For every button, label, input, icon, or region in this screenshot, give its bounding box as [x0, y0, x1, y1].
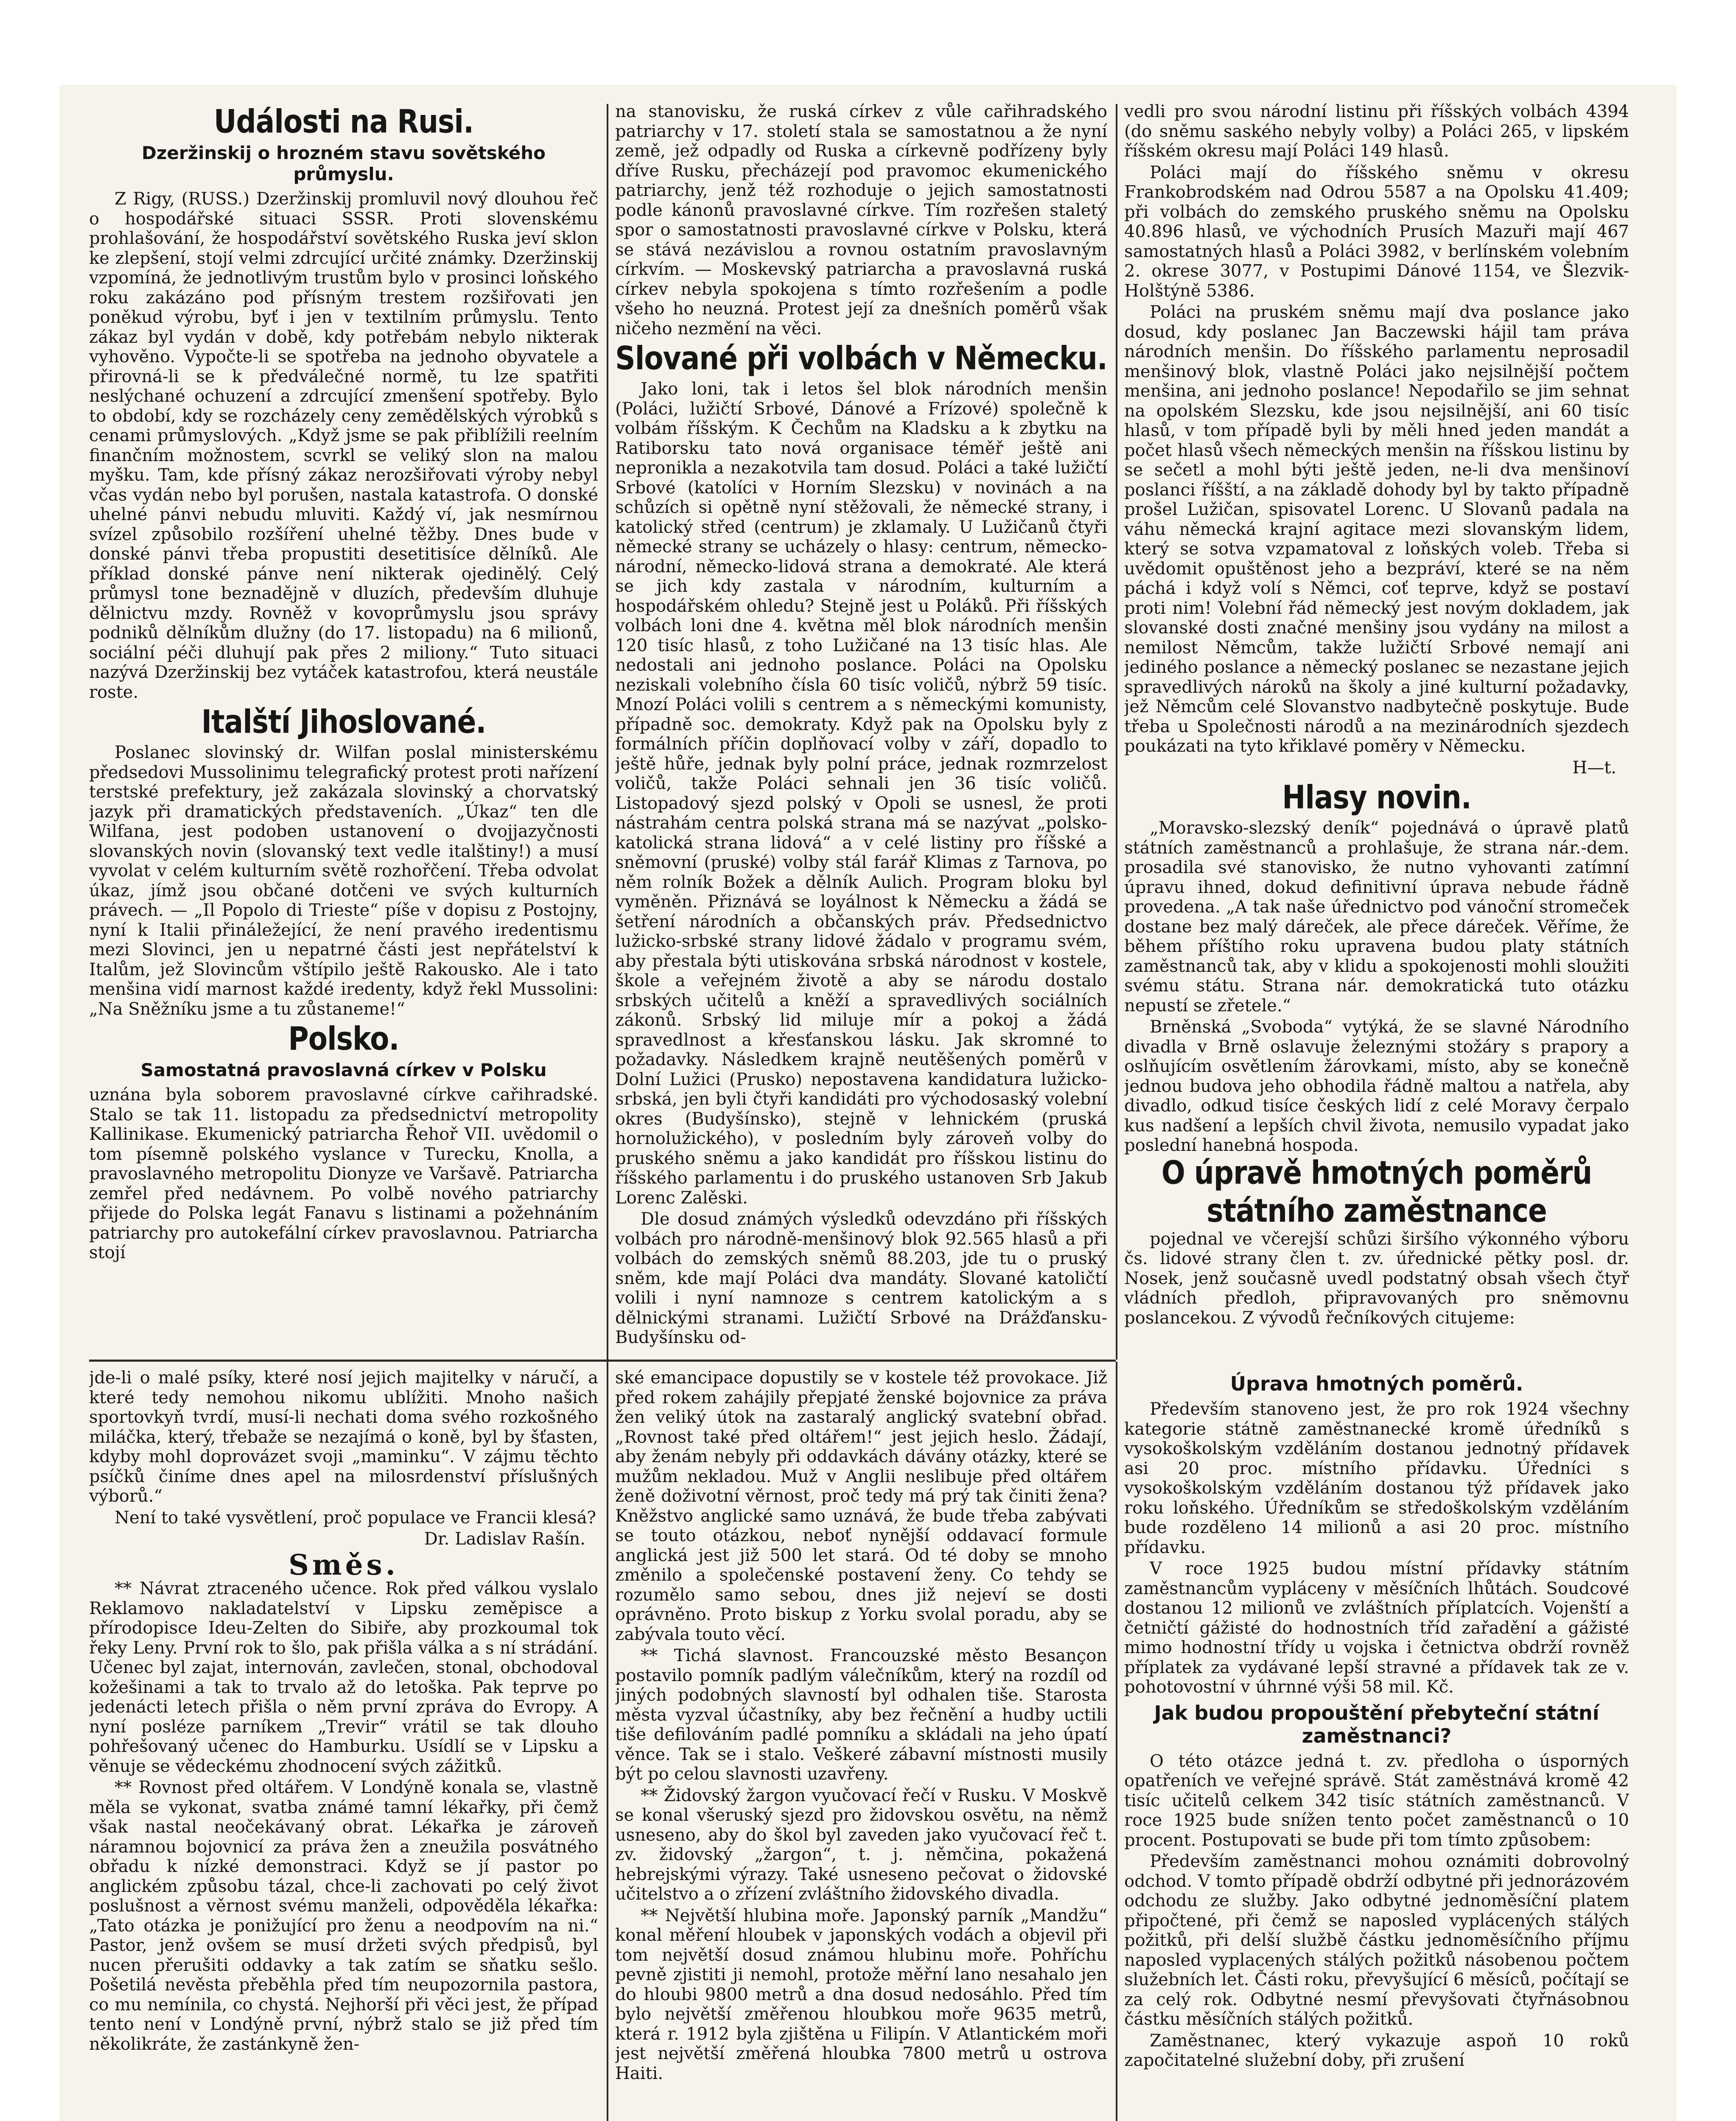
scan-margin-top — [0, 0, 1736, 85]
headline-italsti-jihoslovane: Italští Jihoslované. — [201, 703, 486, 741]
article-slovane-poles-votes: Poláci mají do říšského sněmu v okresu Frankobrodském nad Odrou 5587 a na Opolsku 41.409; při volbách do zemského pruského sněmu na Opolsku 40.896 hlasů, ve východních Prusích Mazuři mají 467 samostatných hlasů a Poláci 3982, v berlínském volebním 2. okrese 3077, v Postupimi Dánové 1154, ve Šlezvik-Holštýně 5386. — [1124, 162, 1629, 301]
headline-smes: Směs. — [288, 1548, 399, 1581]
headline-slovane-pri-volbach: Slované při volbách v Německu. — [615, 339, 1107, 377]
article-uprave-intro: pojednal ve včerejší schůzi širšího výkonného výboru čs. lidové strany člen t. zv. úřednické pětky posl. dr. Nosek, jenž současně uvedl podstatný obsah všech čtyř vládních předloh, připravovaných pro sněmovnu poslancekou. Z vývodů řečníkových citujeme: — [1124, 1229, 1629, 1328]
headline-polsko: Polsko. — [288, 1020, 399, 1058]
news-zidovsky-zargon: ** Židovský žargon vyučovací řečí v Rusku. V Moskvě se konal všeruský sjezd pro židovskou osvětu, na němž usneseno, aby do škol byl zaveden jako vyučovací řeč t. zv. židovský „žargon“, t. j. němčina, pokažená hebrejskými výrazy. Také usneseno pečovat o židovské učitelstvo a o zřízení zvláštního židovského divadla. — [615, 1785, 1107, 1904]
news-ticha-slavnost: ** Tichá slavnost. Francouzské město Besançon postavilo pomník padlým válečníkům, který na rozdíl od jiných podobných slavností byl odhalen tiše. Starosta města vyzval účastníky, aby bez řečnění a hudby uctili tiše defilováním padlé pomníku a skládali na jeho úpatí věnce. Tak se i stalo. Veškeré zábavní místnosti musily být po celou slavnosti uzavřeny. — [615, 1646, 1107, 1784]
subheadline-dzerzinskij: Dzeržinskij o hrozném stavu sovětského průmyslu. — [142, 143, 546, 185]
article-propousteni-odchod: Především zaměstnanci mohou oznámiti dobrovolný odchod. V tomto případě obdrží odbytné při jednorázovém odchodu ze služby. Jako odbytné jednoměsíční platem připočtené, při čemž se naposled vyplácených stálých požitků, při delší službě částku jednoměsíčního příjmu naposled vyplacených stálých požitků násobenou počtem služebních let. Části roku, převyšující 6 měsíců, počítají se za celý rok. Odbytné nesmí převyšovati čtyřnásobnou částku měsíčních stálých požitků. — [1124, 1852, 1629, 2029]
subheadline-propousteni: Jak budou propouštění přebyteční státní zaměstnanci? — [1154, 1701, 1599, 1747]
subheadline-uprava-pomeru: Úprava hmotných poměrů. — [1230, 1372, 1523, 1395]
article-slovane-prussian-diet: Poláci na pruském sněmu mají dva poslance jako dosud, kdy poslanec Jan Baczewski hájil tam práva národních menšin. Do říšského parlamentu neprosadil menšinový blok, vlastně Poláci jako nejsilnější počtem menšina, ani jednoho poslance! Nepodařilo se jim sehnat na opolském Slezsku, kde jsou nejsilnější, ani 60 tisíc hlasů, v tom případě byli by měli hned jeden mandát a počet hlasů všech německých menšin na říšskou listinu by se sečetl a mohl býti ještě jeden, ne-li dva menšinoví poslanci říšští, a na základě dohody byl by takto případně prošel Lužičan, spisovatel Lorenc. U Slovanů padala na váhu německá krajní agitace mezi slovanským lidem, který se sotva vzpamatoval z loňských voleb. Třeba si uvědomit opuštěnost jeho a bezpráví, které se na něm páchá i když volí s Němci, coť teprve, když se postaví proti nim! Volební řád německý jest novým dokladem, jak slovanské dosti značné menšiny jsou vydány na milost a nemilost Němcům, takže lužičtí Srbové nemají ani jediného poslance a německý poslanec se nezastane jejich spravedlivých nároků na školy a jiné kulturní požadavky, jež Němcům celé Slovanstvo nadbytečně poskytuje. Bude třeba u Společnosti národů a na mezinárodních sjezdech poukázati na tyto křiklavé poměry v Německu. — [1124, 302, 1629, 756]
headline-udalosti-na-rusi: Události na Rusi. — [213, 103, 474, 140]
column-3-top — [1124, 102, 1629, 1357]
article-rusi-text: Z Rigy, (RUSS.) Dzeržinskij promluvil nový dlouhou řeč o hospodářské situaci SSSR. Proti slovenskému prohlašování, že hospodářství sovětského Ruska jeví sklon ke zlepšení, stojí velmi zdrcující určité známky. Dzeržinskij vzpomíná, že jednotlivým trustům bylo v prosinci loňského roku zakázáno pod přísným trestem rozšiřovati jen poněkud výrobu, byť i jen v textilním průmyslu. Tento zákaz byl vydán v době, kdy potřebám nebylo nikterak vyhověno. Vypočte-li se spotřeba na jednoho obyvatele a přirovná-li se k předválečné normě, tu lze spatřiti neslýchané ochuzení a zdrcující zmenšení spotřeby. Bylo to období, kdy se rozcházely ceny zemědělských výrobků s cenami průmyslových. „Když jsme se pak přiblížili reelním finančním možnostem, scvrkl se veliký slon na malou myšku. Tam, kde přísný zákaz nerozšiřovati výroby nebyl včas vydán nebo byl porušen, nastala katastrofa. O donské uhelné pánvi nebudu mluviti. Každý ví, jak nesmírnou svízel způsobilo rozšíření uhelné těžby. Dnes bude v donské pánvi třeba propustiti desetitisíce dělníků. Ale příklad donské pánve není nikterak ojedinělý. Celý průmysl tone beznadějně v dluzích, především dluhuje dělnictvu mzdy. Rovněž v kovoprůmyslu jsou správy podniků dělníkům dlužny (do 17. listopadu) na 6 milionů, sociální péči dluhují pak přes 2 miliony.“ Tuto situaci nazývá Dzeržinskij bez vytáček katastrofou, která neustále roste. — [89, 189, 598, 702]
article-psici-signature: Dr. Ladislav Rašín. — [424, 1529, 585, 1549]
section-divider — [89, 1360, 1116, 1362]
column-2-top — [615, 102, 1107, 1357]
article-polsko-continued: na stanovisku, že ruská církev z vůle cařihradského patriarchy v 17. století stala se samostatnou a že nyní země, jež odpadly od Ruska a církevně podřízeny byly dříve Rusku, přecházejí pod pravomoc ekumenického patriarchy, jenž též rozhoduje o jejich samostatnosti podle kánonů pravoslavné církve. Tím rozřešen staletý spor o samostatnosti pravoslavné církve v Polsku, která se stává nezávislou a rovnou ostatním pravoslavným církvím. — Moskevský patriarcha a pravoslavná ruská církev nebyla spokojena s tímto rozřešením a podle všeho ho neuzná. Protest její za dnešních poměrů však ničeho nezmění na věci. — [615, 102, 1107, 339]
column-rule-1-bottom — [607, 1362, 608, 2121]
article-slovane-text-2: Dle dosud známých výsledků odevzdáno při říšských volbách pro národně-menšinový blok 92.565 hlasů a při volbách do zemských sněmů 88.203, jde tu o pruský sněm, kde mají Poláci dva mandáty. Slované katoličtí volili i nyní namnoze s centrem katolickým a s dělnickými stranami. Lužičtí Srbové na Drážďansku-Budyšínsku od- — [615, 1209, 1107, 1347]
article-slovane-text-1: Jako loni, tak i letos šel blok národních menšin (Poláci, lužičtí Srbové, Dánové a Frízové) společně k volbám říšským. K Čechům na Kladsku a k zbytku na Ratiborsku tato nová organisace téměř ještě ani nepronikla a nezakotvila tam dosud. Poláci a také lužičtí Srbové (katolíci v Horním Slezsku) v novinách a na schůzích si opětně nyní stěžovali, že německé strany, i katolický střed (centrum) je zklamaly. U Lužičanů čtyři německé strany se ucházely o hlasy: centrum, německo-národní, německo-lidová strana a demokraté. Ale která se jich kdy zastala v národním, kulturním a hospodářském ohledu? Stejně jest u Poláků. Při říšských volbách loni dne 4. května měl blok národních menšin 120 tisíc hlasů, z toho Lužičané na 13 tisíc hlas. Ale nedostali ani jednoho poslance. Poláci na Opolsku neziskali volebního čísla 60 tisíc voličů, nýbrž 59 tisíc. Mnozí Poláci volili s centrem a s německými komunisty, případně soc. demokraty. Když pak na Opolsku byly z formálních příčin doplňovací volby v září, dopadlo to ještě hůře, jednak byly polní práce, jednak rozmrzelost voličů, takže Poláci sehnali jen 36 tisíc voličů. Listopadový sjezd polský v Opoli se usnesl, že proti nástrahám centra polská strana má se nazývat „polsko-katolická strana lidová“ a v celé listiny pro říšské a sněmovní (pruské) volby stál farář Klimas z Tarnova, po něm rolník Božek a dělník Aulich. Program bloku byl vyměněn. Přiznává se loyálnost k Německu a žádá se šetření národních a občanských práv. Předsednictvo lužicko-srbské strany lidové žádalo v programu svém, aby přestala býti utiskována srbská národnost v kostele, škole a veřejném životě a aby se národu dostalo srbských učitelů a kněží a spravedlivých sociálních zákonů. Srbský lid miluje mír a pokoj a žádá spravedlnost a křesťanskou lásku. Jak skromné to požadavky. Následkem krajně neutěšených poměrů v Dolní Lužici (Prusko) nepostavena kandidatura lužicko-srbská, jen byli čtyři kandidáti pro východosaský volební okres (Budyšínsko), stejně v lehnickém (pruská hornolužického), v posledním byly zároveň volby do pruského sněmu a jako kandidát pro říšskou listinu do říšského parlamentu i do pruského ustanoven Srb Jakub Lorenc Zalěski. — [615, 379, 1107, 1208]
article-psici-question: Není to také vysvětlení, proč populace ve Francii klesá? — [115, 1508, 596, 1528]
news-nejvetsi-hlubina: ** Největší hlubina moře. Japonský parník „Mandžu“ konal měření hloubek v japonských vodách a objevil při tom největší dosud známou hlubinu moře. Pohříchu pevně zjistiti ji nemohl, protože měřní lano nesahalo jen do hloubi 9800 metrů a dna dosud nedosáhlo. Před tím bylo největší změřenou hloubkou moře 9635 metrů, která r. 1912 byla zjištěna u Filipín. V Atlantickém moři jest největší změřená hloubka 7800 metrů u ostrova Haiti. — [615, 1906, 1107, 2083]
news-navrat-ucence: ** Návrat ztraceného učence. Rok před válkou vyslalo Reklamovo nakladatelství v Lipsku zeměpisce a přírodopisce Ideu-Zelten do Sibiře, aby prozkoumal tok řeky Leny. První rok to šlo, pak přišla válka a s ní strádání. Učenec byl zajat, internován, zavlečen, stonal, obchodoval kožešinami a tak to trvalo až do letoška. Pak teprve po jedenácti letech přišla o něm první zpráva do Evropy. A nyní posléze parníkem „Trevir“ vrátil se tak dlouho pohřešovaný učenec do Hamburku. Usídlí se v Lipsku a věnuje se vědeckému zhodnocení svých zážitků. — [89, 1579, 598, 1776]
article-propousteni-intro: O této otázce jedná t. zv. předloha o úsporných opatřeních ve veřejné správě. Stát zaměstnává kromě 42 tisíc učitelů celkem 342 tisíc státních zaměstnanců. V roce 1925 bude snížen tento počet zaměstnanců o 10 procent. Postupovati se bude při tom tímto způsobem: — [1124, 1751, 1629, 1850]
article-signature: H—t. — [1572, 758, 1616, 778]
news-rovnost-pred-oltarem: ** Rovnost před oltářem. V Londýně konala se, vlastně měla se vykonat, svatba známé tamní lékařky, při čemž však nastal neočekávaný obrat. Lékařka je zároveň náramnou bojovnicí za práva žen a zneužila posvátného obřadu k nízké demonstraci. Když se jí pastor po anglickém způsobu tázal, chce-li zachovati po celý život poslušnost a věrnost svému manželi, odpověděla lékařka: „Tato otázka je ponižující pro ženu a neodpovím na ni.“ Pastor, jenž ovšem se musí držeti svých předpisů, byl nucen přerušiti oddavky a tak zatím se sňatku sešlo. Pošetilá nevěsta přeběhla před tím neupozornila pastora, co mu nemínila, co chystá. Nejhorší při věci jest, že případ tento není v Londýně první, nýbrž stalo se již před tím několikráte, že zastánkyně žen- — [89, 1778, 598, 2054]
headline-o-uprave-pomeru: O úpravě hmotných poměrů státního zaměstnance — [1161, 1153, 1592, 1230]
article-hlasy-text-1: „Moravsko-slezský deník“ pojednává o úpravě platů státních zaměstnanců a prohlašuje, že strana nár.-dem. prosadila své stanovisko, že nutno vyhovanti zatímní úpravu ihned, dokud definitivní úprava nebude řádně provedena. „A tak naše úřednictvo pod vánoční stromeček dostane bez malý dáreček, ale přece dáreček. Věříme, že během příštího roku upravena budou platy státních zaměstnanců tak, aby v klidu a spokojenosti mohli sloužiti svému státu. Strana nár. demokratická tuto otázku nepustí se zřetele.“ — [1124, 818, 1629, 1016]
article-uprava-1925: V roce 1925 budou místní přídavky státním zaměstnancům vypláceny v měsíčních lhůtách. Soudcové dostanou 12 milionů ve zvláštních příplatcích. Vojenští a četničtí gážisté do hodnostních tříd zařadění a gážisté mimo hodnostní třídy u vojska i četnictva obdrží rovněž příplatek za vydávané lepší stravné a přídavek tak ze v. pohotovostní v úhrnné výši 58 mil. Kč. — [1124, 1559, 1629, 1697]
headline-hlasy-novin: Hlasy novin. — [1282, 778, 1471, 816]
article-hlasy-text-2: Brněnská „Svoboda“ vytýká, že se slavné Národního divadla v Brně oslavuje železnými stožáry s prapory a oslňujícím osvětlením žárovkami, místo, aby se konečně jednou budova jeho obhodila řádně maltou a natřela, aby divadlo, odkud tisíce českých lidí z celé Moravy čerpalo kus nadšení a lepších chvil života, nemusilo vypadat jako poslední hanebná hospoda. — [1124, 1017, 1629, 1155]
article-propousteni-zamestnanec: Zaměstnanec, který vykazuje aspoň 10 roků započitatelné služební doby, při zrušení — [1124, 2031, 1629, 2070]
column-1-top — [89, 102, 598, 1357]
news-rovnost-continued: ské emancipace dopustily se v kostele též provokace. Již před rokem zahájily přepjaté ženské bojovnice za práva žen veliký útok na zastaralý anglický svatební obřad. „Rovnost také před oltářem!“ jest jejich heslo. Žádají, aby ženám nebyly při oddavkách dávány otázky, které se mužům nekladou. Muž v Anglii neslibuje před oltářem ženě doživotní věrnost, proč tedy má prý tak činiti žena? Kněžstvo anglické samo uznává, že bude třeba zabývati se touto otázkou, neboť nynější oddavací formule anglická jest již 500 let stará. Od té doby se mnoho změnilo a společenské postavení ženy. Co tehdy se rozumělo samo sebou, dnes již nejeví se dosti oprávněno. Proto biskup z Yorku svolal poradu, aby se zabývala touto věcí. — [615, 1368, 1107, 1644]
column-1-bottom — [89, 1368, 598, 2121]
column-rule-2-bottom — [1116, 1362, 1117, 2121]
article-polsko-text: uznána byla soborem pravoslavné církve cařihradské. Stalo se tak 11. listopadu za předsednictví metropolity Kallinikase. Ekumenický patriarcha Řehoř VII. uvědomil o tom písemně polského vyslance v Turecku, Knolla, a pravoslavného metropolitu Dionyze ve Varšavě. Patriarcha zemřel před nedávnem. Po volbě nového patriarchy přijede do Polska legát Fanavu s listinami a požehnáním patriarchy pro autokefální církev pravoslavnou. Patriarcha stojí — [89, 1085, 598, 1262]
scan-margin-right — [1677, 0, 1736, 2121]
article-uprava-1924: Především stanoveno jest, že pro rok 1924 všechny kategorie státně zaměstnanecké kromě úředníků s vysokoškolským vzděláním dostanou jednotný přídavek asi 20 proc. místního přídavku. Úředníci s vysokoškolským vzděláním dostanou týž přídavek jako roku loňského. Úředníkům se středoškolským vzděláním bude rozděleno 14 milionů a asi 20 proc. místního přídavku. — [1124, 1399, 1629, 1557]
article-psici-text: jde-li o malé psíky, které nosí jejich majitelky v náručí, a které tedy nemohou nikomu ublížiti. Mnoho našich sportovkyň tvrdí, musí-li nechati doma svého rozkošného miláčka, který, třebaže se nezajímá o koně, byl by šťasten, kdyby mohl doprovázet svoji „maminku“. V zájmu těchto psíčků činíme dnes apel na milosrdenství příslušných výborů.“ — [89, 1368, 598, 1506]
article-italsti-text: Poslanec slovinský dr. Wilfan poslal ministerskému předsedovi Mussolinimu telegrafický protest proti nařízení terstské prefektury, jež zakázala slovinský a chorvatský jazyk při dramatických představeních. „Úkaz“ ten dle Wilfana, jest podoben ustanovení o dvojjazyčnosti slovanských novin (slovanský text vedle italštiny!) a musí vyvolat v celém kulturním světě rozhořčení. Třeba odvolat úkaz, jímž jsou občané dotčeni ve svých kulturních právech. — „Il Popolo di Trieste“ píše v dopisu z Postojny, nyní k Italii přináležející, že není pravého iredentismu mezi Slovinci, jen u nepatrné části jest nepřátelství k Italům, jež Slovincům vštípilo ještě Rakousko. Ale i tato menšina vidí marnost každé iredenty, když řekl Mussolini: „Na Sněžníku jsme a tu zůstaneme!“ — [89, 743, 598, 1019]
column-rule-1-top — [607, 104, 608, 1360]
subheadline-pravoslavna-cirkev: Samostatná pravoslavná církev v Polsku — [140, 1060, 547, 1080]
column-3-bottom — [1124, 1368, 1629, 2121]
column-rule-2-top — [1116, 104, 1117, 1360]
article-slovane-continued: vedli pro svou národní listinu při říšských volbách 4394 (do sněmu saského nebyly volby) a Poláci 265, v lipském říšském okresu mají Poláci 149 hlasů. — [1124, 102, 1629, 161]
scan-margin-left — [0, 0, 59, 2121]
column-2-bottom — [615, 1368, 1107, 2121]
